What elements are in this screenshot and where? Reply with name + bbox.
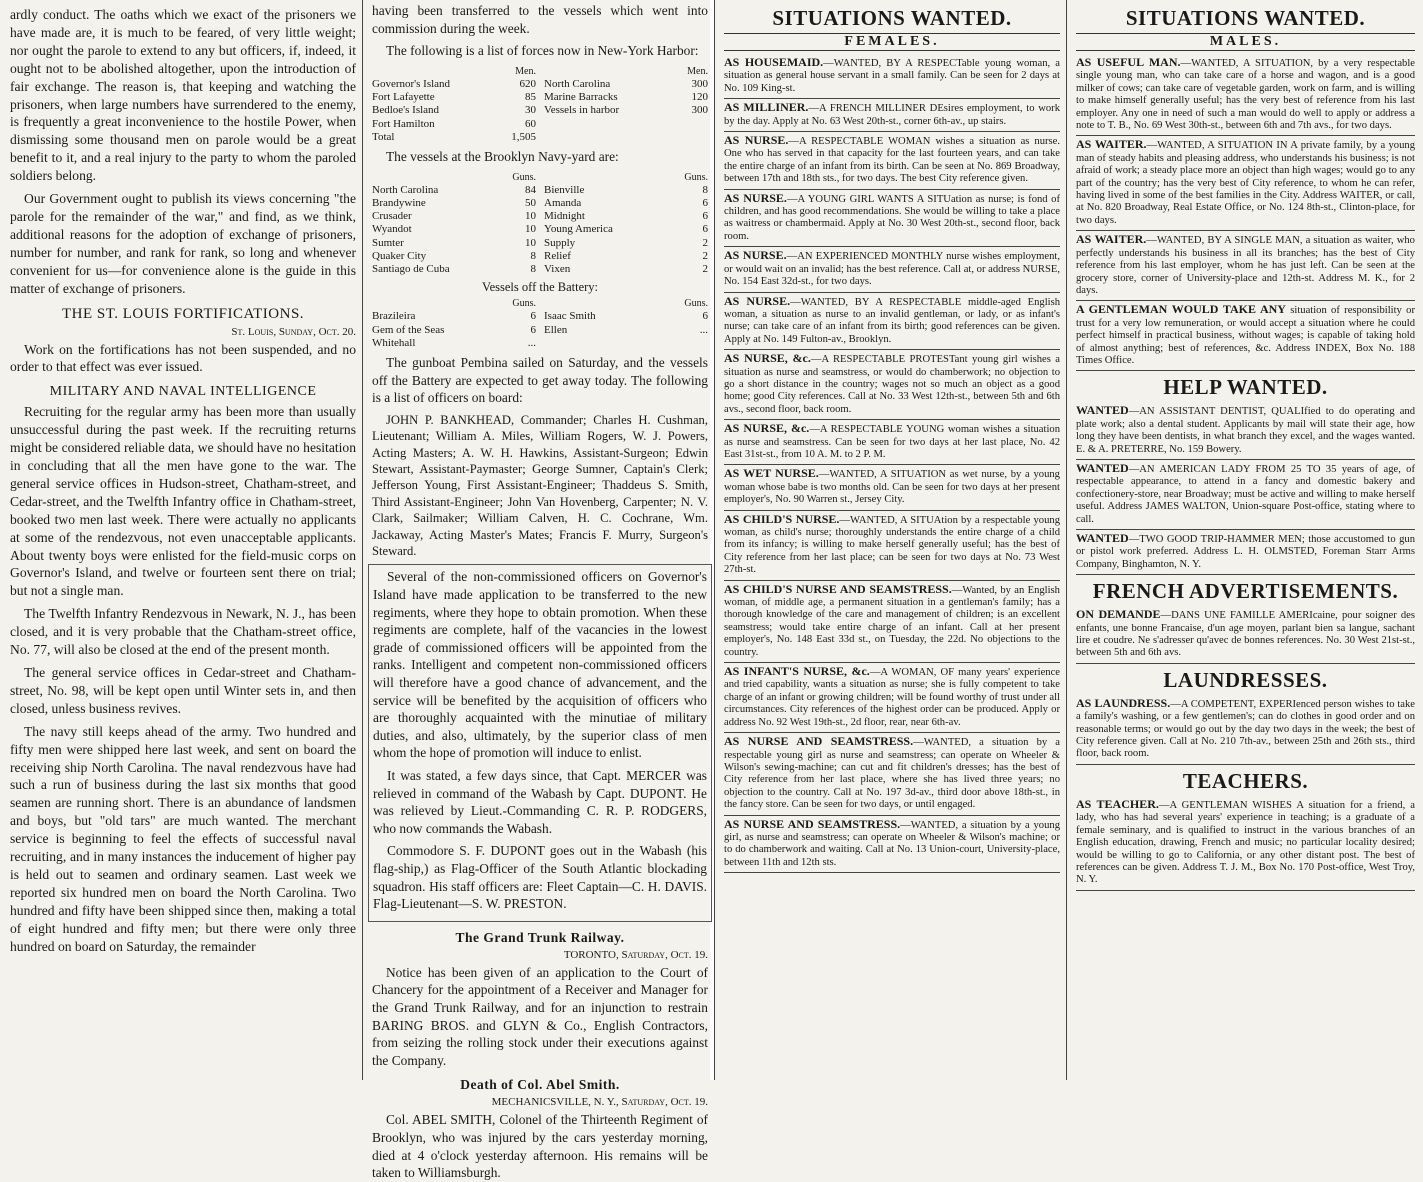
row-name: Wyandot bbox=[372, 223, 412, 236]
row-name: Santiago de Cuba bbox=[372, 263, 450, 276]
row-name: Amanda bbox=[544, 197, 582, 209]
ad-text bbox=[724, 249, 1060, 288]
row-name: Fort Hamilton bbox=[372, 117, 435, 130]
ad-body: —AN EXPERIENCED MONTHLY nurse wishes employment, or would wait on an invalid; has the best reference. Call at, or address NURSE, No. 154 East 32d-st., for two days. bbox=[724, 251, 1060, 288]
row-name: Governor's Island bbox=[372, 77, 451, 90]
ad-body: —AN AMERICAN LADY FROM 25 TO 35 years of age, of respectable appearance, to attend in a fancy and domestic bakery and confectionery-store, near Broadway; must be active and willing to make herself useful. Address JAMES WALTON, Union-square Post-office, stating where to call. bbox=[1076, 463, 1415, 525]
row-value: 6 bbox=[702, 310, 708, 323]
ad-lead: AS NURSE. bbox=[724, 133, 789, 148]
ad-body: —WANTED, A SITUAtion by a respectable young woman, as child's nurse; thoroughly understands the entire charge of a child from its infancy; is willing to make herself generally useful; has the best of City reference from her last place; can be seen for two days at No. 73 West 27th-st. bbox=[724, 514, 1060, 576]
row-value: 10 bbox=[525, 210, 536, 223]
ad-body: —A RESPECTABLE WOMAN wishes a situation as nurse. One who has served in that capacity for the last fourteen years, and can take the entire charge of an infant from its birth. Can be seen at No. 869 Broadway, between 17th and 18th sts., for two days. The best City reference given. bbox=[724, 136, 1061, 185]
ad-body: —WANTED, A SITUATION, by a very respectable single young man, who can take care of a horse and wagon, and is a good milker of cows; can take care of vegetable garden, work on farm, and is willing to make himself generally useful; has the very best of reference from his last employer. Any one in need of such a man would do well to apply or address a note to T. B., No. 69 West 30th-st., between 6th and 7th avs., for two days. bbox=[1076, 58, 1415, 132]
table-unit-label: Guns. bbox=[684, 298, 708, 310]
ad-item bbox=[1076, 231, 1415, 301]
column-4 bbox=[1068, 0, 1423, 1080]
row-name: Young America bbox=[544, 223, 613, 236]
ad-lead: AS NURSE. bbox=[724, 190, 787, 205]
ad-item bbox=[1076, 695, 1415, 765]
row-name: North Carolina bbox=[544, 77, 611, 90]
row-name: Quaker City bbox=[372, 249, 427, 262]
ad-lead: ON DEMANDE bbox=[1076, 607, 1161, 622]
table-row bbox=[544, 324, 708, 337]
ad-text bbox=[1076, 532, 1415, 571]
row-value: 6 bbox=[702, 210, 708, 223]
ad-text bbox=[1076, 697, 1415, 761]
row-value: 2 bbox=[702, 263, 708, 276]
table-row bbox=[544, 184, 708, 197]
section-subheader: FEMALES. bbox=[724, 33, 1060, 51]
row-name: Vixen bbox=[544, 263, 571, 276]
table-row bbox=[544, 210, 708, 223]
row-value: ... bbox=[699, 323, 708, 336]
forces-table bbox=[372, 65, 708, 144]
paragraph: The vessels at the Brooklyn Navy-yard are: bbox=[386, 149, 619, 164]
row-value: 120 bbox=[691, 91, 708, 104]
ad-lead: A GENTLEMAN WOULD TAKE ANY bbox=[1076, 302, 1286, 317]
row-value: 10 bbox=[525, 223, 536, 236]
table-row bbox=[372, 197, 536, 210]
paragraph: It was stated, a few days since, that Capt. MERCER was relieved in command of the Wabash by Capt. DUPONT. He was relieved by Lieut.-Commanding C. R. P. RODGERS, who now commands the Wabash. bbox=[373, 768, 707, 836]
ad-item bbox=[724, 420, 1060, 465]
ad-body: —WANTED, A SITUATION as wet nurse, by a young woman whose babe is two months old. Can be seen for two days at her present employer's, No. 90 Warren st., Jersey City. bbox=[724, 469, 1060, 506]
section-header: SITUATIONS WANTED. bbox=[1125, 6, 1366, 30]
clipping-box bbox=[368, 564, 712, 921]
table-row bbox=[372, 263, 536, 276]
row-value: 10 bbox=[525, 236, 536, 249]
row-value: 300 bbox=[691, 77, 708, 90]
table-unit-label: Men. bbox=[687, 65, 708, 77]
heading-death: Death of Col. Abel Smith. bbox=[460, 1077, 620, 1093]
section-header: SITUATIONS WANTED. bbox=[772, 6, 1012, 30]
ad-body: —DANS UNE FAMILLE AMERIcaine, pour soigner des enfants, une bonne Francaise, d'un age moyen, parlant bien sa langue, sachant lire et coudre. Ne s'adresser qu'avec de bonnes references. No. 30 West 21st-st., between 5th and 6th avs. bbox=[1076, 610, 1415, 659]
ad-item bbox=[724, 247, 1060, 292]
ad-lead: AS LAUNDRESS. bbox=[1076, 695, 1171, 710]
row-name: Whitehall bbox=[372, 336, 416, 349]
table-row bbox=[372, 310, 536, 323]
ad-body: —TWO GOOD TRIP-HAMMER MEN; those accustomed to gun or pistol work preferred. Address L. H. OLMSTED, Foreman Starr Arms Company, Binghamton, N. Y. bbox=[1076, 534, 1415, 570]
row-name: Brazileira bbox=[372, 310, 416, 323]
ad-text bbox=[724, 352, 1060, 416]
ad-text bbox=[724, 134, 1060, 186]
ad-text bbox=[724, 513, 1060, 577]
navy-yard-table bbox=[372, 171, 708, 277]
ad-item bbox=[1076, 301, 1415, 371]
table-row bbox=[372, 131, 536, 144]
ad-text bbox=[1076, 138, 1415, 227]
row-value: 50 bbox=[525, 197, 536, 209]
column-3 bbox=[716, 0, 1066, 1080]
ad-lead: AS NURSE AND SEAMSTRESS. bbox=[724, 734, 914, 749]
ad-item bbox=[724, 54, 1060, 99]
heading-st-louis: THE ST. LOUIS FORTIFICATIONS. bbox=[61, 305, 305, 322]
dateline: TORONTO, Saturday, Oct. 19. bbox=[563, 948, 708, 961]
ad-item bbox=[724, 816, 1060, 874]
ad-item bbox=[724, 663, 1060, 733]
ad-lead: WANTED bbox=[1076, 531, 1129, 545]
ad-lead: AS INFANT'S NURSE, &c. bbox=[724, 664, 870, 679]
paragraph: The Twelfth Infantry Rendezvous in Newark, N. J., has been closed, and it is very probable that the Chatham-street office, No. 77, will also be closed at the end of the present month. bbox=[10, 606, 356, 658]
table-row bbox=[544, 263, 708, 276]
help-wanted-header: HELP WANTED. bbox=[1163, 375, 1328, 400]
table-row bbox=[544, 104, 708, 117]
ad-item bbox=[724, 190, 1060, 248]
ad-item bbox=[724, 465, 1060, 510]
table-row bbox=[372, 91, 536, 104]
ad-lead: AS NURSE AND SEAMSTRESS. bbox=[724, 816, 901, 831]
row-name: Total bbox=[372, 130, 395, 143]
ad-text bbox=[724, 192, 1060, 244]
ad-text bbox=[724, 735, 1060, 811]
ad-lead: AS CHILD'S NURSE. bbox=[724, 511, 840, 526]
row-value: 6 bbox=[530, 310, 536, 323]
row-name: Fort Lafayette bbox=[372, 91, 435, 104]
column-1 bbox=[0, 0, 362, 1080]
dateline: St. Louis, Sunday, Oct. 20. bbox=[231, 325, 356, 338]
row-value: 85 bbox=[525, 91, 536, 104]
row-name: Sumter bbox=[372, 236, 404, 249]
row-value: ... bbox=[527, 336, 536, 349]
ad-text bbox=[724, 467, 1060, 506]
ad-item bbox=[724, 350, 1060, 420]
ad-item bbox=[1076, 530, 1415, 575]
ad-item bbox=[1076, 460, 1415, 530]
ad-text bbox=[1076, 462, 1415, 526]
row-value: 6 bbox=[702, 223, 708, 236]
battery-title: Vessels off the Battery: bbox=[481, 280, 599, 295]
ad-body: —A RESPECTABLE YOUNG woman wishes a situation as nurse and seamstress. Can be seen for two days at her last place, No. 42 East 31st-st., from 10 A. M. to 2 P. M. bbox=[724, 424, 1060, 460]
row-value: 84 bbox=[525, 183, 536, 196]
row-value: 8 bbox=[702, 183, 708, 196]
laundress-header: LAUNDRESSES. bbox=[1163, 667, 1328, 692]
row-value: 60 bbox=[525, 117, 536, 130]
paragraph: The navy still keeps ahead of the army. Two hundred and fifty men were shipped here last week, and sent on board the receiving ship North Carolina. The naval rendezvous have had such a run of business during the last six months that good seamen are running short. There is an abundance of landsmen and boys, but "old tars" are much wanted. The merchant service is beginning to feel the effects of successful naval recruiting, and in many instances the inducement of higher pay is held out to seamen and ordinary seamen. Last week we reported six hundred men on board the North Carolina. Two hundred and fifty have been shipped since then, making a total of eight hundred and fifty men; but there were only three hundred on board on Saturday, the remainder bbox=[10, 723, 356, 954]
ad-lead: AS NURSE. bbox=[724, 293, 791, 308]
ad-body: —WANTED, A SITUATION IN A private family, by a young man of steady habits and pleasing address, who understands his business; is not afraid of work; a steady place more an object than high wages; would go to any part of the country; has the very best of City reference, to whom he can refer, having lived in some of the best families in the City. Address WAITER, or call, at No. 820 Broadway, Real Estate Office, or No. 124 8th-st., Clinton-place, for two days. bbox=[1076, 140, 1415, 226]
ad-item bbox=[724, 511, 1060, 581]
paragraph: Work on the fortifications has not been suspended, and no order to that effect was ever issued. bbox=[10, 341, 356, 375]
table-unit-label: Guns. bbox=[684, 171, 708, 183]
ad-lead: AS WAITER. bbox=[1076, 137, 1147, 152]
ad-body: —A WOMAN, OF many years' experience and tried capability, wants a situation as nurse; she is fully competent to take charge of an infant or growing children; will be found worthy of trust under all circumstances. City references of the highest order can be produced. Apply or address No. 92 West 19th-st., 2d floor, rear, near 6th-av. bbox=[724, 667, 1060, 728]
ad-lead: AS NURSE, &c. bbox=[724, 421, 810, 436]
row-name: Isaac Smith bbox=[544, 310, 596, 323]
row-name: Ellen bbox=[544, 323, 568, 336]
table-row bbox=[372, 118, 536, 131]
paragraph: The following is a list of forces now in New-York Harbor: bbox=[386, 43, 699, 59]
table-row bbox=[372, 250, 536, 263]
ad-lead: WANTED bbox=[1076, 460, 1129, 475]
table-row bbox=[544, 78, 708, 91]
row-value: 8 bbox=[530, 263, 536, 276]
table-unit-label: Men. bbox=[515, 65, 536, 77]
ad-body: —WANTED, BY A RESPECTABLE middle-aged English woman, a situation as nurse to an invalid gentleman, or lady, or as infant's nurse; can take care of an infant from its birth; good references can be given. Apply at No. 149 Fulton-av., Brooklyn. bbox=[724, 296, 1061, 345]
ad-lead: AS NURSE, &c. bbox=[724, 351, 811, 366]
ad-lead: AS WET NURSE. bbox=[724, 466, 819, 481]
table-row bbox=[372, 184, 536, 197]
ad-lead: AS MILLINER. bbox=[724, 100, 809, 115]
ad-body: —A YOUNG GIRL WANTS A SITUation as nurse; is fond of children, and has good recommendations. She would be willing to take a place as waitress or chambermaid. Apply at No. 30 West 20th-st., second floor, back room. bbox=[724, 193, 1060, 242]
ad-body: —WANTED, BY A SINGLE MAN, a situation as waiter, who perfectly understands his business in all its branches; has the best of City reference from his last employer, whom he has just left. Can be seen at the grocery store, corner of University-place and 12th-st. Address M. K., for 2 days. bbox=[1076, 235, 1415, 296]
row-value: 2 bbox=[702, 236, 708, 249]
table-row bbox=[544, 197, 708, 210]
paragraph: The general service offices in Cedar-street and Chatham-street, No. 98, will be kept open until Winter sets in, and then closed, unless business revives. bbox=[10, 665, 356, 716]
ad-body: —WANTED, a situation by a respectable young girl as nurse and seamstress; can operate on Wheeler & Wilson's sewing-machine; can cut and fit children's dresses; has the best of City reference from her last place, where she has lived three years; no objection to the country. Call at No. 197 3d-av., third door above 18th-st., in the fancy store. Can be seen for two days, or until engaged. bbox=[724, 737, 1060, 811]
ad-lead: AS CHILD'S NURSE AND SEAMSTRESS. bbox=[724, 581, 952, 596]
ad-item bbox=[724, 293, 1060, 351]
ad-text bbox=[1076, 303, 1415, 367]
row-name: Midnight bbox=[544, 210, 585, 223]
ad-text bbox=[724, 101, 1060, 128]
ad-body: —A COMPETENT, EXPERIenced person wishes to take a family's washing, or a few gentlemen's; can do clothes in good order and on reasonable terms; or would go out by the day two days in the week; the best of City reference given. Call at No. 210 7th-av., between 25th and 26th sts., third floor, back room. bbox=[1076, 698, 1416, 760]
column-2 bbox=[364, 0, 714, 1181]
table-row bbox=[372, 223, 536, 236]
paragraph: Recruiting for the regular army has been more than usually unsuccessful during the past week. If the recruiting returns might be considered reliable data, we should have no hesitation in concluding that all the men have gone to the war. The general service offices in Hudson-street, Chatham-street, and Cedar-street, and the Twelfth Infantry office in Chatham-street, booked two men last week. There were actually no applicants at some of the rendezvous, not even unacceptable applicants. About twenty boys were enlisted for the field-music corps on Governor's Island, and twelve or fourteen sent there on trial; but not a single man. bbox=[10, 404, 356, 599]
ad-text bbox=[1076, 233, 1415, 297]
row-name: Crusader bbox=[372, 210, 412, 223]
ad-body: —WANTED, BY A RESPECTable young woman, a situation as general house servant in a small family. Can be seen for 2 days at No. 109 King-st. bbox=[724, 58, 1060, 94]
row-value: 300 bbox=[691, 104, 708, 117]
heading-military: MILITARY AND NAVAL INTELLIGENCE bbox=[49, 384, 317, 400]
row-name: Brandywine bbox=[372, 197, 426, 209]
dateline: MECHANICSVILLE, N. Y., Saturday, Oct. 19. bbox=[491, 1096, 708, 1109]
ad-text bbox=[724, 665, 1060, 729]
table-unit-label: Guns. bbox=[512, 298, 536, 310]
paragraph: JOHN P. BANKHEAD, Commander; Charles H. Cushman, Lieutenant; William A. Miles, William Rogers, W. J. Powers, Acting Masters; A. W. H. Hawkins, Assistant-Surgeon; Edwin Stewart, Assistant-Paymaster; George Sumner, Captain's Clerk; Jefferson Young, First Assistant-Engineer; Thaddeus S. Smith, Third Assistant-Engineer; John Van Hovenberg, Carpenter; N. V. Clark, Sailmaker; William Calven, H. C. Cochrane, Wm. Jackaway, Acting Master's Mates; Francis F. Murry, Surgeon's Steward. bbox=[372, 412, 708, 559]
ad-text bbox=[1076, 404, 1415, 456]
row-name: North Carolina bbox=[372, 183, 439, 196]
ad-lead: AS USEFUL MAN. bbox=[1076, 55, 1181, 69]
ad-body: —A FRENCH MILLINER DEsires employment, to work by the day. Apply at No. 63 West 20th-st., corner 6th-av., up stairs. bbox=[724, 103, 1060, 127]
ad-lead: AS NURSE. bbox=[724, 248, 787, 263]
table-row bbox=[544, 237, 708, 250]
ad-body: —A RESPECTABLE PROTESTant young girl wishes a situation as nurse and seamstress, or would do chamberwork; no objection to go a short distance in the country; wages not so much an object as a good home; good City references. Call at No. 33 West 12th-st., between 5th and 6th avs., second floor, back room. bbox=[724, 354, 1060, 415]
table-row bbox=[372, 337, 536, 350]
ad-text bbox=[1076, 798, 1415, 887]
row-value: 620 bbox=[519, 77, 536, 90]
ad-item bbox=[724, 581, 1060, 663]
teachers-header: TEACHERS. bbox=[1182, 768, 1309, 793]
ad-item bbox=[724, 132, 1060, 190]
ad-text bbox=[724, 583, 1060, 659]
ad-text bbox=[724, 56, 1060, 95]
ad-item bbox=[724, 733, 1060, 815]
row-value: 6 bbox=[530, 323, 536, 336]
ad-text bbox=[1076, 608, 1415, 660]
ad-item bbox=[1076, 54, 1415, 136]
row-value: 8 bbox=[530, 249, 536, 262]
paragraph: having been transferred to the vessels which went into commission during the week. bbox=[372, 3, 708, 36]
battery-table bbox=[372, 297, 708, 350]
ad-body: situation of responsibility or trust for a very low remuneration, or would accept a situation where he could perfect himself in practical business, without wages; is capable of taking hold of almost anything; best of references, &c. Address INDEX, Box No. 188 Times Office. bbox=[1076, 305, 1415, 366]
row-name: Marine Barracks bbox=[544, 91, 618, 104]
table-row bbox=[372, 104, 536, 117]
table-row bbox=[372, 210, 536, 223]
table-row bbox=[544, 223, 708, 236]
ad-text bbox=[724, 295, 1060, 347]
row-name: Gem of the Seas bbox=[372, 323, 445, 336]
heading-grand-trunk: The Grand Trunk Railway. bbox=[455, 929, 625, 945]
table-row bbox=[372, 78, 536, 91]
table-row bbox=[544, 310, 708, 323]
ad-lead: AS WAITER. bbox=[1076, 232, 1147, 247]
paragraph: ardly conduct. The oaths which we exact of the prisoners we have made are, it is much to be feared, of very little weight; nor ought the parole to extend to any but officers, if, indeed, it ought not to be abolished altogether, upon the introduction of fair exchange. The reason is, that keeping and watching the prisoners, when large numbers have surrendered to the enemy, is frequently a great inconvenience to the hostile Power, when dismissing some thousand men on parole would be a great benefit to it, and a real injury to the party to whom the paroled soldiers belong. bbox=[10, 7, 356, 184]
row-value: 30 bbox=[525, 104, 536, 117]
row-name: Bedloe's Island bbox=[372, 104, 440, 117]
paragraph: The gunboat Pembina sailed on Saturday, and the vessels off the Battery are expected to get away today. The following is a list of officers on board: bbox=[372, 355, 708, 406]
row-value: 6 bbox=[702, 197, 708, 209]
french-header: FRENCH ADVERTISEMENTS. bbox=[1092, 579, 1399, 604]
table-row bbox=[372, 237, 536, 250]
ad-body: —AN ASSISTANT DENTIST, QUALIfied to do operating and plate work; also a dental student. Applicants by mail will state their age, how long they have been dentists, in what branch they excel, and the wages wanted. E. & A. PRETERRE, No. 159 Bowery. bbox=[1076, 406, 1415, 455]
paragraph: Commodore S. F. DUPONT goes out in the Wabash (his flag-ship,) as Flag-Officer of the South Atlantic blockading squadron. His staff officers are: Fleet Captain—C. H. DAVIS. Flag-Lieutenant—S. W. PRESTON. bbox=[373, 843, 707, 912]
ad-item bbox=[1076, 136, 1415, 231]
paragraph: Our Government ought to publish its views concerning "the parole for the remainder of the war," and find, as we think, additional reasons for the adoption of exchange of prisoners, number for number, and rank for rank, so long and whenever convenient for us—for convenience alone is the guide in this matter of exchange of prisoners. bbox=[10, 191, 356, 296]
ad-body: —Wanted, by an English woman, of middle age, a permanent situation in a gentleman's family; has a thorough knowledge of the care and management of children; is an excellent seamstress; would take entire charge of an infant. Call at her present employer's, No. 148 East 33d st., on Tuesday, the 22d. No objections to the country. bbox=[724, 584, 1060, 658]
ad-lead: AS HOUSEMAID. bbox=[724, 55, 824, 69]
paragraph: Col. ABEL SMITH, Colonel of the Thirteenth Regiment of Brooklyn, who was injured by the cars yesterday morning, died at 4 o'clock yesterday afternoon. His remains will be taken to Williamsburgh. bbox=[372, 1112, 708, 1181]
ad-text bbox=[724, 422, 1060, 461]
ad-lead: AS TEACHER. bbox=[1076, 796, 1159, 811]
ad-text bbox=[724, 818, 1060, 870]
ad-item bbox=[724, 99, 1060, 132]
row-value: 2 bbox=[702, 249, 708, 262]
ad-body: —WANTED, a situation by a young girl, as nurse and seamstress; can operate on Wheeler & Wilson's machine; or to do chamberwork and waiting. Call at No. 13 Union-court, University-place, between 11th and 12th sts. bbox=[724, 819, 1060, 868]
table-unit-label: Guns. bbox=[512, 171, 536, 183]
row-name: Relief bbox=[544, 249, 571, 262]
row-name: Vessels in harbor bbox=[544, 104, 620, 117]
ad-item bbox=[1076, 402, 1415, 460]
ad-body: —A GENTLEMAN WISHES A situation for a friend, a lady, who has had several years' experience in teaching; is a graduate of a female seminary, and is qualified to instruct in the various branches of an English education, drawing, French and music; no particular locality desired; would be willing to go to California, or any other distant post. The best of references can be given. Address T. J. M., Box No. 170 Post-office, West Troy, N. Y. bbox=[1076, 799, 1415, 886]
table-row bbox=[544, 250, 708, 263]
paragraph: Several of the non-commissioned officers on Governor's Island have made application to be transferred to the new regiments, where they hope to obtain promotion. When these regiments are complete, half of the vacancies in the lowest grade of commissioned officers will be appointed from the ranks. Intelligent and competent non-commissioned officers will therefore have a good chance of advancement, and the service will be benefited by the acquisition of officers who are thoroughly acquainted with the minutiae of military duties, and also, ultimately, by the superior class of men whom the hope of promotion will induce to enlist. bbox=[373, 569, 707, 761]
table-row bbox=[544, 91, 708, 104]
row-name: Supply bbox=[544, 236, 576, 249]
paragraph: Notice has been given of an application to the Court of Chancery for the appointment of a Receiver and Manager for the Grand Trunk Railway, and for an injunction to restrain BARING BROS. and GLYN & Co., English Contractors, from seizing the rolling stock under their executions against the Company. bbox=[372, 964, 708, 1068]
section-subheader: MALES. bbox=[1076, 33, 1415, 51]
row-value: 1,505 bbox=[511, 130, 536, 143]
table-row bbox=[372, 324, 536, 337]
row-name: Bienville bbox=[544, 183, 585, 196]
ad-item bbox=[1076, 606, 1415, 664]
ad-text bbox=[1076, 56, 1415, 132]
ad-item bbox=[1076, 796, 1415, 891]
ad-lead: WANTED bbox=[1076, 403, 1129, 418]
